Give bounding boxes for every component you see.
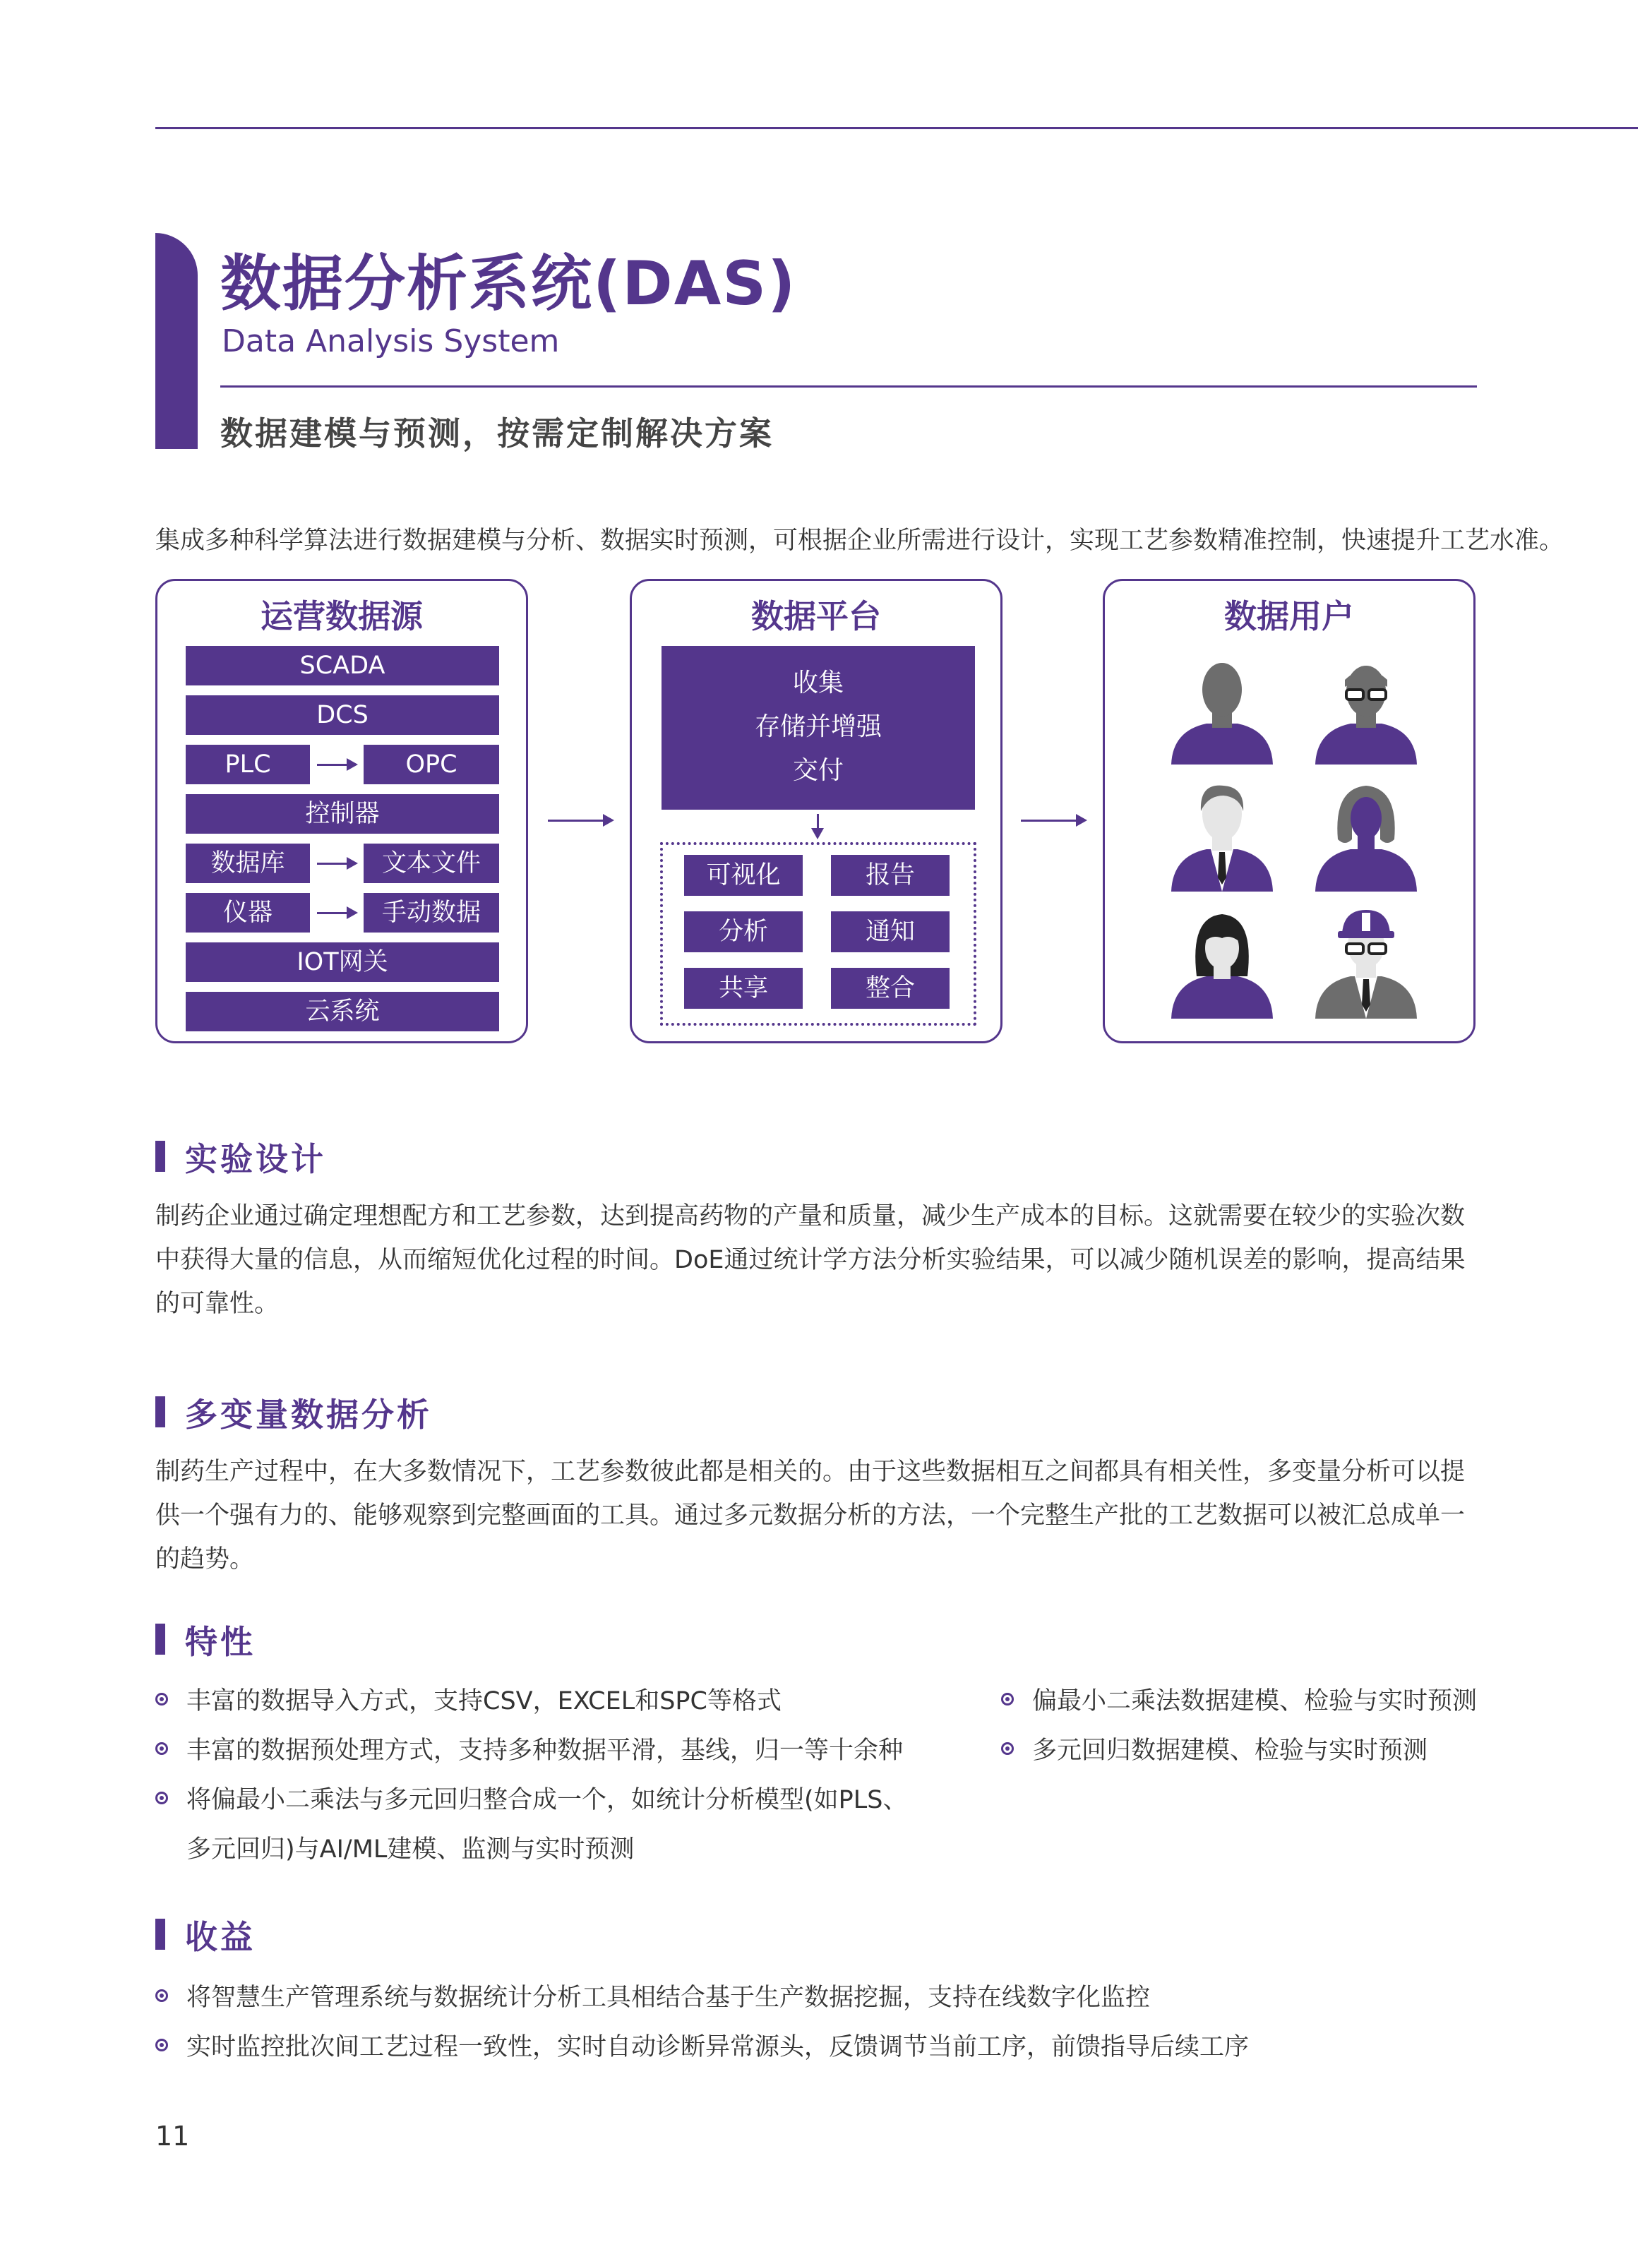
platform-share [684, 968, 803, 1009]
bullet-icon [155, 1989, 168, 2002]
sources-to-platform-arrow [548, 820, 611, 822]
platform-down-arrow [817, 814, 819, 835]
page-subtitle: Data Analysis System [222, 323, 560, 359]
source-iot-label: IOT网关 [297, 948, 388, 976]
bullet-icon [1001, 1693, 1014, 1706]
platform-notify [831, 911, 950, 952]
platform-visualize [684, 855, 803, 896]
platform-core-block [662, 646, 975, 810]
multivariate-paragraph [155, 1450, 1483, 1581]
source-plc-label: PLC [225, 750, 271, 779]
source-scada [186, 646, 499, 685]
user-businessman-icon [1166, 779, 1279, 892]
platform-report [831, 855, 950, 896]
platform-title: 数据平台 [751, 597, 881, 635]
bullet-icon [155, 1792, 168, 1804]
bullet-icon [155, 1742, 168, 1755]
source-textfile-label: 文本文件 [381, 849, 481, 877]
experiment-section-marker [155, 1141, 165, 1172]
feature-item: 丰富的数据预处理方式，支持多种数据平滑，基线，归一等十余种 [186, 1737, 904, 1765]
platform-notify-label: 通知 [865, 918, 915, 946]
instrument-to-manual-arrow [317, 912, 355, 914]
subtitle-rule [220, 385, 1477, 388]
source-opc [364, 745, 499, 784]
multivariate-section-title: 多变量数据分析 [185, 1396, 432, 1434]
source-instrument-label: 仪器 [222, 899, 273, 927]
platform-analyze-label: 分析 [718, 918, 768, 946]
platform-panel [630, 579, 1002, 1043]
benefit-item: 将智慧生产管理系统与数据统计分析工具相结合基于生产数据挖掘，支持在线数字化监控 [186, 1984, 1151, 2012]
platform-analyze [684, 911, 803, 952]
sources-title: 运营数据源 [261, 597, 423, 635]
platform-integrate [831, 968, 950, 1009]
user-engineer-icon [1310, 906, 1423, 1019]
feature-item: 丰富的数据导入方式，支持CSV，EXCEL和SPC等格式 [186, 1687, 782, 1715]
platform-to-users-arrow [1021, 820, 1084, 822]
multivariate-line-1: 制药生产过程中，在大多数情况下，工艺参数彼此都是相关的。由于这些数据相互之间都具有相关性，多变量分析可以提 [155, 1458, 1466, 1486]
source-database [186, 844, 310, 883]
source-manual-label: 手动数据 [381, 899, 481, 927]
title-accent-bar [155, 233, 198, 449]
experiment-line-3: 的可靠性。 [155, 1290, 280, 1318]
source-controller-label: 控制器 [305, 800, 380, 828]
user-woman-bangs-icon [1166, 906, 1279, 1019]
bullet-icon [155, 2039, 168, 2051]
experiment-line-1: 制药企业通过确定理想配方和工艺参数，达到提高药物的产量和质量，减少生产成本的目标。这就需要在较少的实验次数 [155, 1202, 1466, 1230]
feature-item: 多元回归数据建模、检验与实时预测 [1032, 1737, 1428, 1765]
source-dcs [186, 695, 499, 735]
source-cloud [186, 992, 499, 1031]
bullet-icon [1001, 1742, 1014, 1755]
feature-item-continued: 多元回归)与AI/ML建模、监测与实时预测 [186, 1835, 635, 1864]
platform-deliver: 交付 [792, 756, 844, 785]
intro-text: 集成多种科学算法进行数据建模与分析、数据实时预测，可根据企业所需进行设计，实现工艺参数精准控制，快速提升工艺水准。 [155, 527, 1564, 555]
platform-collect: 收集 [792, 669, 844, 697]
top-rule [155, 127, 1638, 129]
multivariate-line-2: 供一个强有力的、能够观察到完整画面的工具。通过多元数据分析的方法，一个完整生产批的工艺数据可以被汇总成单一 [155, 1501, 1466, 1530]
source-scada-label: SCADA [299, 652, 385, 680]
page-number: 11 [155, 2121, 190, 2152]
benefit-item: 实时监控批次间工艺过程一致性，实时自动诊断异常源头，反馈调节当前工序，前馈指导后续工序 [186, 2033, 1250, 2061]
source-controller [186, 794, 499, 834]
users-panel [1103, 579, 1476, 1043]
user-man-icon [1166, 659, 1279, 765]
platform-report-label: 报告 [865, 861, 915, 889]
features-section-title: 特性 [185, 1623, 256, 1661]
experiment-section-title: 实验设计 [185, 1140, 326, 1178]
benefits-section-title: 收益 [185, 1918, 256, 1956]
feature-item: 偏最小二乘法数据建模、检验与实时预测 [1032, 1687, 1478, 1715]
source-textfile [364, 844, 499, 883]
source-manual [364, 893, 499, 933]
sources-panel [155, 579, 528, 1043]
benefits-section-marker [155, 1919, 165, 1950]
plc-to-opc-arrow [317, 764, 355, 766]
features-section-marker [155, 1624, 165, 1655]
platform-share-label: 共享 [718, 974, 768, 1002]
user-glasses-man-icon [1310, 659, 1423, 765]
users-title: 数据用户 [1224, 597, 1354, 635]
bullet-icon [155, 1693, 168, 1706]
experiment-paragraph [155, 1194, 1483, 1326]
multivariate-section-marker [155, 1396, 165, 1427]
platform-store: 存储并增强 [754, 712, 882, 741]
source-iot [186, 942, 499, 982]
page-title: 数据分析系统(DAS) [220, 248, 797, 319]
source-database-label: 数据库 [210, 849, 285, 877]
source-cloud-label: 云系统 [305, 997, 380, 1026]
experiment-line-2: 中获得大量的信息，从而缩短优化过程的时间。DoE通过统计学方法分析实验结果，可以减少随机误差的影响，提高结果 [155, 1246, 1466, 1274]
user-woman-icon [1310, 779, 1423, 892]
feature-item: 将偏最小二乘法与多元回归整合成一个，如统计分析模型(如PLS、 [186, 1786, 908, 1814]
page-tagline: 数据建模与预测，按需定制解决方案 [220, 414, 774, 452]
database-to-textfile-arrow [317, 863, 355, 865]
source-dcs-label: DCS [316, 701, 369, 729]
source-instrument [186, 893, 310, 933]
source-plc [186, 745, 310, 784]
platform-visualize-label: 可视化 [706, 861, 781, 889]
platform-integrate-label: 整合 [865, 974, 915, 1002]
source-opc-label: OPC [405, 750, 457, 779]
multivariate-line-3: 的趋势。 [155, 1545, 255, 1573]
